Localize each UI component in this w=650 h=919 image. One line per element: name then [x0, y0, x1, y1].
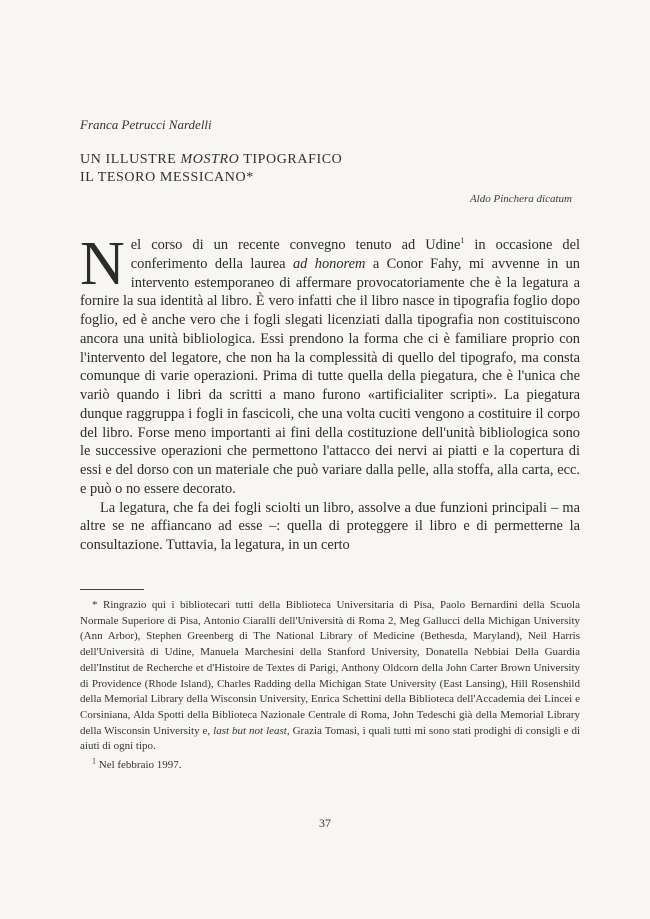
title-line-1 [80, 151, 342, 169]
footnote-star [80, 598, 580, 755]
footnote-divider [80, 589, 144, 590]
footnotes [80, 598, 580, 774]
title-italic-word: MOSTRO [180, 152, 240, 167]
author-name: Franca Petrucci Nardelli [80, 117, 212, 132]
title-text-end: TIPOGRAFICO [239, 152, 343, 167]
fn1-text-a: * Ringrazio qui i bibliotecari tutti della Biblioteca Universitaria di Pisa, Paolo Bernardini della Scuola Normale Superiore di Pisa, Antonio Ciaralli dell'Università di Roma 2, Meg Gallucci della Michigan University (Ann Arbor), Stephen Greenberg di The National Library of Medicine (Bethesda, Maryland), Neil Harris dell'Università di Udine, Manuela Marchesini della Stanford University, Donatella Nebbiai Della Guardia dell'Institut de Recherche et d'Histoire de Textes di Parigi, Anthony Oldcorn della John Carter Brown University di Providence (Rhode Island), Charles Radding della Michigan State University (East Lansing), Hill Rosenshild della Memorial Library della Wisconsin University, Enrica Schettini della Biblioteca dell'Accademia dei Lincei e Corsiniana, Alda Spotti della Biblioteca Nazionale Centrale di Roma, John Tedeschi già della Memorial Library della Wisconsin University e, [80, 599, 580, 737]
footnote-mark-1: 1 [92, 756, 96, 766]
main-text [80, 230, 581, 555]
title-text: UN ILLUSTRE [80, 152, 181, 167]
fn1-italic: last but not least [213, 724, 287, 737]
footnote-ref-1: 1 [460, 236, 465, 246]
footnote-1 [80, 758, 580, 774]
p1-text-b: in occasione del conferimento della laurea [130, 237, 580, 272]
fn1-text-b: , Grazia Tomasi, i quali tutti mi sono stati prodighi di consigli e di aiuti di ogni tipo. [80, 724, 580, 753]
drop-cap: N [80, 230, 125, 298]
p1-text-c: a Conor Fahy, mi avvenne in un intervento estemporaneo di affermare provocatoriamente che è la legatura a fornire la sua identità al libro. È vero infatti che il libro nasce in tipografia foglio dopo foglio, ed è anche vero che i fogli slegati licenziati dalla tipografia non costituiscono ancora una unità bibliologica. Essi prendono la forma che ci è familiare proprio con l'intervento del legatore, che non ha la complessità di quello del tipografo, ma consta comunque di varie operazioni. Prima di tutte quella della piegatura, che è l'unica che variò quando i libri da scritti a mano furono «artificialiter scripti». La piegatura dunque raggruppa i fogli in fascicoli, che una volta cuciti vengono a costituire il corpo del libro. Forse meno importanti ai fini della costituzione dell'unità bibliologica sono le successive operazioni che permettono l'attacco dei nervi ai piatti e la copertura di essi e del dorso con un materiale che può variare dalla pelle, alla stoffa, alla carta, ecc. e può o no essere decorato. [80, 255, 581, 497]
p1-italic: ad honorem [292, 255, 366, 272]
paragraph-1 [80, 230, 581, 499]
fn2-text: Nel febbraio 1997. [96, 759, 182, 772]
paragraph-2: La legatura, che fa dei fogli sciolti un libro, assolve a due funzioni principali – ma altre se ne affiancano ad esse –: quella di proteggere il libro e di permetterne la consultazione. Tuttavia, la legatura, in un certo [80, 499, 580, 553]
p1-text-a: el corso di un recente convegno tenuto ad Udine [130, 237, 461, 253]
page-number: 37 [319, 816, 331, 830]
title-line-2: IL TESORO MESSICANO* [80, 170, 254, 185]
article-title [80, 151, 342, 187]
dedication: Aldo Pinchera dicatum [469, 193, 572, 205]
